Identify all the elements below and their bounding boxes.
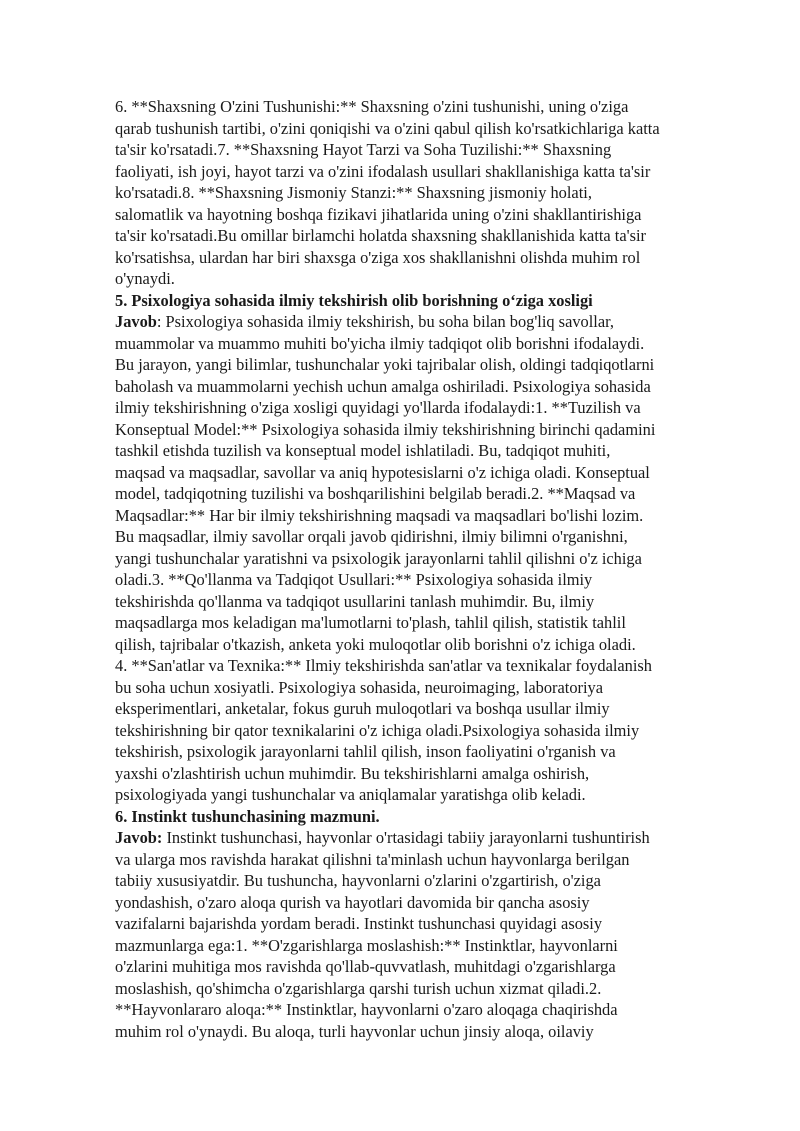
- paragraph-line: tabiiy xususiyatdir. Bu tushuncha, hayvonlarni o'zlarini o'zgartirish, o'ziga: [115, 871, 601, 890]
- paragraph-line: 6. **Shaxsning O'zini Tushunishi:** Shaxsning o'zini tushunishi, uning o'ziga: [115, 97, 629, 116]
- paragraph-line: ta'sir ko'rsatadi.Bu omillar birlamchi holatda shaxsning shakllanishida katta ta'sir: [115, 226, 646, 245]
- paragraph-line: ko'rsatishsa, ulardan har biri shaxsga o'ziga xos shakllanishni olishda muhim rol: [115, 247, 641, 267]
- answer-first-line: [115, 311, 740, 333]
- paragraph-line: Bu jarayon, yangi bilimlar, tushunchalar yoki tajribalar olish, oldingi tadqiqotlarni: [115, 355, 655, 374]
- paragraph-line: ta'sir ko'rsatadi.7. **Shaxsning Hayot Tarzi va Soha Tuzilishi:** Shaxsning: [115, 140, 612, 159]
- paragraph-line: qilish, tajribalar o'tkazish, anketa yoki muloqotlar olib borishni o'z ichiga oladi.: [115, 634, 636, 654]
- paragraph-line: yangi tushunchalar yaratishni va psixologik jarayonlarni tahlil qilishni o'z ichiga: [115, 548, 642, 568]
- paragraph-line: Maqsadlar:** Har bir ilmiy tekshirishning maqsadi va maqsadlari bo'lishi lozim.: [115, 505, 644, 525]
- answer-label: Javob: [115, 312, 157, 331]
- paragraph-line: qarab tushunish tartibi, o'zini qoniqishi va o'zini qabul qilish ko'rsatkichlariga katta: [115, 118, 660, 138]
- paragraph-line: salomatlik va hayotning boshqa fizikavi jihatlarida uning o'zini shakllantirishiga: [115, 204, 642, 224]
- paragraph-line: ilmiy tekshirishning o'ziga xosligi quyidagi yo'llarda ifodalaydi:1. **Tuzilish va: [115, 398, 641, 417]
- paragraph-line: yondashish, o'zaro aloqa qurish va hayotlari davomida bir qancha asosiy: [115, 892, 590, 912]
- paragraph-line: oladi.3. **Qo'llanma va Tadqiqot Usullari:** Psixologiya sohasida ilmiy: [115, 570, 593, 589]
- paragraph-line: ko'rsatadi.8. **Shaxsning Jismoniy Stanzi:** Shaxsning jismoniy holati,: [115, 183, 592, 202]
- paragraph-line: tekshirishning bir qator texnikalarini o'z ichiga oladi.Psixologiya sohasida ilmiy: [115, 720, 640, 740]
- paragraph-line: Bu maqsadlar, ilmiy savollar orqali javob qidirishni, ilmiy bilimni o'rganishni,: [115, 527, 628, 546]
- answer-text: Instinkt tushunchasi, hayvonlar o'rtasidagi tabiiy jarayonlarni tushuntirish: [162, 828, 650, 847]
- paragraph-line: o'zlarini muhitiga mos ravishda qo'llab-quvvatlash, muhitdagi o'zgarishlarga: [115, 957, 616, 976]
- paragraph-line: tekshirishda qo'llanma va tadqiqot usullarini tanlash muhimdir. Bu, ilmiy: [115, 591, 595, 611]
- paragraph-line: maqsadlarga mos keladigan ma'lumotlarni to'plash, tahlil qilish, statistik tahlil: [115, 613, 626, 632]
- paragraph-line: psixologiyada yangi tushunchalar va aniqlamalar yaratishga olib keladi.: [115, 785, 586, 804]
- section-heading: 5. Psixologiya sohasida ilmiy tekshirish olib borishning o‘ziga xosligi: [115, 290, 593, 310]
- paragraph-line: model, tadqiqotning tuzilishi va boshqarilishini belgilab beradi.2. **Maqsad va: [115, 484, 636, 503]
- paragraph-line: muhim rol o'ynaydi. Bu aloqa, turli hayvonlar uchun jinsiy aloqa, oilaviy: [115, 1021, 594, 1041]
- paragraph-line: moslashish, qo'shimcha o'zgarishlarga qarshi turish uchun xizmat qiladi.2.: [115, 978, 602, 998]
- paragraph-line: yaxshi o'zlashtirish uchun muhimdir. Bu tekshirishlarni amalga oshirish,: [115, 763, 590, 783]
- paragraph-line: o'ynaydi.: [115, 269, 175, 288]
- paragraph-line: vazifalarni bajarishda yordam beradi. Instinkt tushunchasi quyidagi asosiy: [115, 914, 603, 933]
- paragraph-line: 4. **San'atlar va Texnika:** Ilmiy tekshirishda san'atlar va texnikalar foydalanish: [115, 656, 653, 675]
- answer-first-line: [115, 827, 740, 849]
- paragraph-line: bu soha uchun xosiyatli. Psixologiya sohasida, neuroimaging, laboratoriya: [115, 677, 603, 697]
- document-page: [115, 96, 740, 1042]
- paragraph-line: tekshirish, psixologik jarayonlarni tahlil qilish, inson faoliyatini o'rganish va: [115, 742, 616, 761]
- paragraph-line: mazmunlarga ega:1. **O'zgarishlarga moslashish:** Instinktlar, hayvonlarni: [115, 935, 618, 955]
- paragraph-line: Konseptual Model:** Psixologiya sohasida ilmiy tekshirishning birinchi qadamini: [115, 419, 656, 439]
- paragraph-line: va ularga mos ravishda harakat qilishni ta'minlash uchun hayvonlarga berilgan: [115, 849, 630, 869]
- paragraph-line: tashkil etishda tuzilish va konseptual model ishlatiladi. Bu, tadqiqot muhiti,: [115, 441, 611, 460]
- section-heading: 6. Instinkt tushunchasining mazmuni.: [115, 806, 380, 826]
- answer-text: : Psixologiya sohasida ilmiy tekshirish, bu soha bilan bog'liq savollar,: [156, 312, 615, 331]
- paragraph-line: muammolar va muammo muhiti bo'yicha ilmiy tadqiqot olib borishni ifodalaydi.: [115, 333, 645, 353]
- paragraph-line: eksperimentlari, anketalar, fokus guruh muloqotlari va boshqa usullar ilmiy: [115, 699, 610, 718]
- paragraph-line: **Hayvonlararo aloqa:** Instinktlar, hayvonlarni o'zaro aloqaga chaqirishda: [115, 1000, 618, 1019]
- answer-label: Javob:: [115, 828, 163, 847]
- paragraph-line: baholash va muammolarni yechish uchun amalga oshiriladi. Psixologiya sohasida: [115, 376, 651, 396]
- paragraph-line: maqsad va maqsadlar, savollar va aniq hypotesislarni o'z ichiga oladi. Konseptual: [115, 462, 650, 482]
- paragraph-line: faoliyati, ish joyi, hayot tarzi va o'zini ifodalash usullari shakllanishiga katta ta'sir: [115, 161, 651, 181]
